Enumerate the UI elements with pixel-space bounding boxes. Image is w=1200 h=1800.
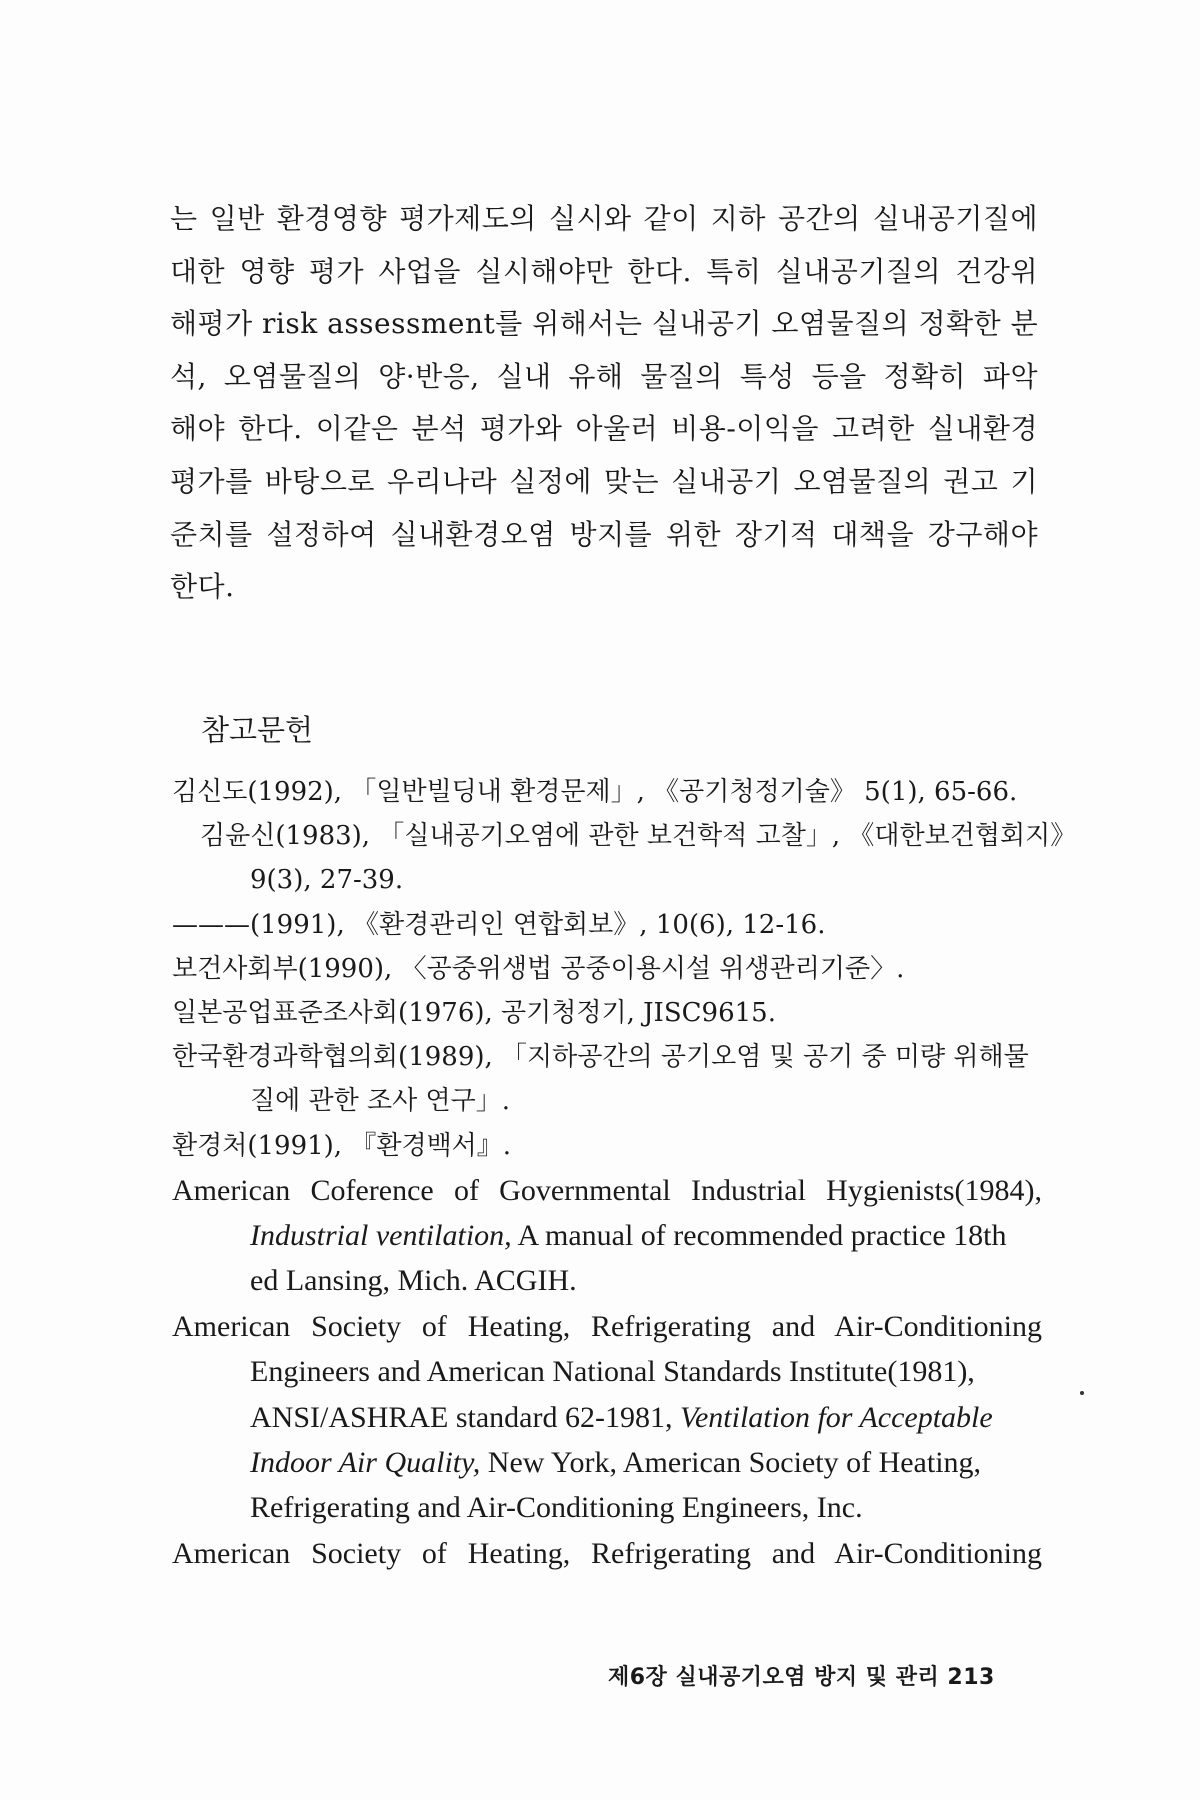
book-title: Ventilation for Acceptable: [679, 1400, 993, 1434]
body-line: 평가를 바탕으로 우리나라 실정에 맞는 실내공기 오염물질의 권고 기: [170, 464, 1038, 498]
reference-continuation: Engineers and American National Standards Institute(1981),: [250, 1355, 975, 1389]
reference-entry: American Society of Heating, Refrigerating and Air-Conditioning: [172, 1309, 1042, 1343]
body-paragraph: [170, 193, 1038, 614]
references-heading: 참고문헌: [201, 713, 314, 747]
reference-entry: American Coference of Governmental Industrial Hygienists(1984),: [172, 1173, 1042, 1207]
reference-text: ANSI/ASHRAE standard 62-1981,: [250, 1400, 680, 1434]
reference-text: New York, American Society of Heating,: [480, 1446, 982, 1480]
reference-text: A manual of recommended practice 18th: [511, 1219, 1007, 1253]
body-line: 준치를 설정하여 실내환경오염 방지를 위한 장기적 대책을 강구해야: [170, 517, 1038, 551]
reference-entry: 환경처(1991), 『환경백서』.: [172, 1130, 512, 1161]
reference-entry: 일본공업표준조사회(1976), 공기청정기, JISC9615.: [172, 997, 776, 1028]
stray-dot-mark: [1080, 1391, 1084, 1395]
reference-entry: 김윤신(1983), 「실내공기오염에 관한 보건학적 고찰」, 《대한보건협회지》: [200, 821, 1077, 852]
reference-continuation: [172, 1395, 1042, 1440]
reference-entry: 한국환경과학협의회(1989), 「지하공간의 공기오염 및 공기 중 미량 위해물: [172, 1042, 1029, 1073]
reference-continuation: Refrigerating and Air-Conditioning Engineers, Inc.: [250, 1491, 863, 1525]
body-line: 대한 영향 평가 사업을 실시해야만 한다. 특히 실내공기질의 건강위: [170, 254, 1038, 288]
reference-entry: American Society of Heating, Refrigerating and Air-Conditioning: [172, 1536, 1042, 1570]
reference-continuation: 질에 관한 조사 연구」.: [250, 1086, 510, 1117]
book-title: Industrial ventilation,: [250, 1219, 512, 1253]
reference-entry: 보건사회부(1990), 〈공중위생법 공중이용시설 위생관리기준〉.: [172, 953, 905, 984]
body-line: 해평가 risk assessment를 위해서는 실내공기 오염물질의 정확한 분: [170, 307, 1039, 341]
reference-continuation: [172, 1440, 1042, 1485]
reference-continuation: ed Lansing, Mich. ACGIH.: [250, 1264, 577, 1298]
reference-entry: 김신도(1992), 「일반빌딩내 환경문제」, 《공기청정기술》 5(1), 65-66.: [172, 777, 1018, 807]
body-line: 해야 한다. 이같은 분석 평가와 아울러 비용-이익을 고려한 실내환경: [170, 412, 1038, 446]
book-title: Indoor Air Quality,: [250, 1446, 481, 1480]
reference-continuation: [172, 1213, 1042, 1258]
page-footer: 제6장 실내공기오염 방지 및 관리 213: [608, 1665, 995, 1690]
reference-entry: ———(1991), 《환경관리인 연합회보》, 10(6), 12-16.: [172, 909, 826, 940]
reference-list: [172, 770, 1077, 1576]
body-line: 한다.: [170, 570, 235, 604]
body-line: 는 일반 환경영향 평가제도의 실시와 같이 지하 공간의 실내공기질에: [170, 202, 1038, 235]
body-line: 석, 오염물질의 양·반응, 실내 유해 물질의 특성 등을 정확히 파악: [170, 359, 1038, 393]
reference-continuation: 9(3), 27-39.: [250, 865, 404, 896]
